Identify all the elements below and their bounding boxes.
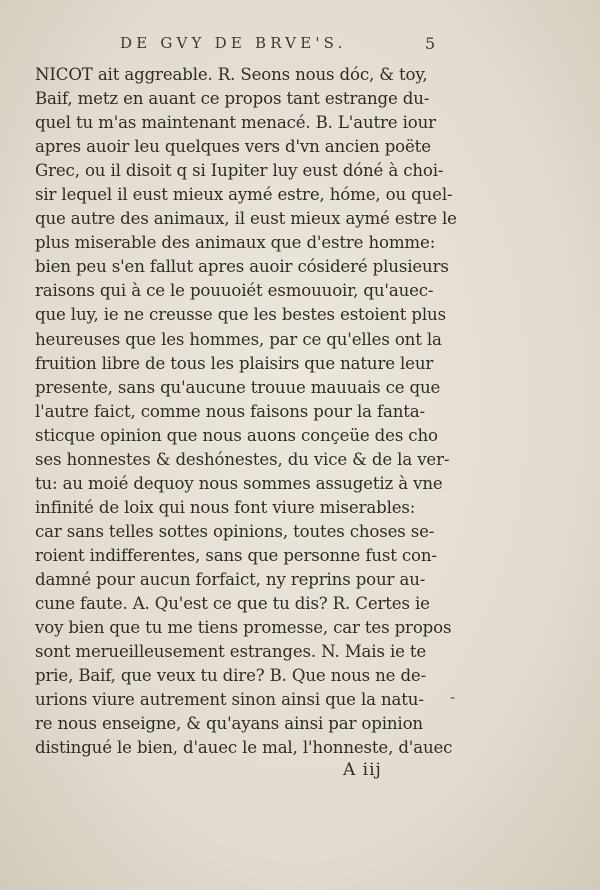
- running-head: [0, 34, 600, 56]
- text-line: plus miserable des animaux que d'estre homme:: [35, 233, 436, 253]
- text-line: presente, sans qu'aucune trouue mauuais ce que: [35, 377, 441, 397]
- page-number: 5: [425, 34, 436, 53]
- text-line: distingué le bien, d'auec le mal, l'honneste, d'auec: [35, 738, 453, 758]
- text-line: prie, Baif, que veux tu dire? B. Que nous ne de-: [35, 666, 427, 686]
- text-line: raisons qui à ce le pouuoiét esmouuoir, qu'auec-: [35, 281, 434, 301]
- text-line: Grec, ou il disoit q si Iupiter luy eust dóné à choi-: [35, 161, 444, 181]
- text-line: fruition libre de tous les plaisirs que nature leur: [35, 353, 434, 373]
- text-line: heureuses que les hommes, par ce qu'elles ont la: [35, 329, 442, 349]
- text-line: NICOT ait aggreable. R. Seons nous dóc, & toy,: [35, 65, 428, 84]
- text-line: bien peu s'en fallut apres auoir cósideré plusieurs: [35, 257, 449, 277]
- text-line: sont merueilleusement estranges. N. Mais ie te: [35, 642, 427, 662]
- text-line: voy bien que tu me tiens promesse, car tes propos: [35, 618, 452, 638]
- text-block: [35, 63, 457, 760]
- text-line: sticque opinion que nous auons conçeüe des cho: [35, 425, 438, 445]
- text-line: tu: au moié dequoy nous sommes assugetiz à vne: [35, 473, 443, 493]
- signature-mark: A iij: [343, 760, 382, 780]
- text-line: Baif, metz en auant ce propos tant estrange du-: [35, 89, 430, 109]
- text-line: quel tu m'as maintenant menacé. B. L'autre iour: [35, 113, 436, 133]
- text-line: roient indifferentes, sans que personne fust con-: [35, 545, 437, 565]
- text-line: car sans telles sottes opinions, toutes choses se-: [35, 521, 435, 541]
- text-line: urions viure autrement sinon ainsi que la natu-: [35, 690, 424, 710]
- text-line: infinité de loix qui nous font viure miserables:: [35, 497, 416, 517]
- text-line: sir lequel il eust mieux aymé estre, hóme, ou quel-: [35, 185, 453, 205]
- text-line: damné pour aucun forfaict, ny reprins pour au-: [35, 569, 426, 589]
- text-line: cune faute. A. Qu'est ce que tu dis? R. Certes ie: [35, 594, 430, 614]
- text-line: ses honnestes & deshónestes, du vice & de la ver-: [35, 449, 450, 469]
- text-line: apres auoir leu quelques vers d'vn ancien poëte: [35, 137, 431, 157]
- margin-mark: -: [450, 688, 456, 706]
- text-line: l'autre faict, comme nous faisons pour la fanta-: [35, 401, 425, 421]
- text-line: re nous enseigne, & qu'ayans ainsi par opinion: [35, 714, 423, 734]
- text-line: que luy, ie ne creusse que les bestes estoient plus: [35, 305, 446, 325]
- text-line: que autre des animaux, il eust mieux aymé estre le: [35, 209, 457, 229]
- running-title: DE GVY DE BRVE'S.: [120, 34, 347, 52]
